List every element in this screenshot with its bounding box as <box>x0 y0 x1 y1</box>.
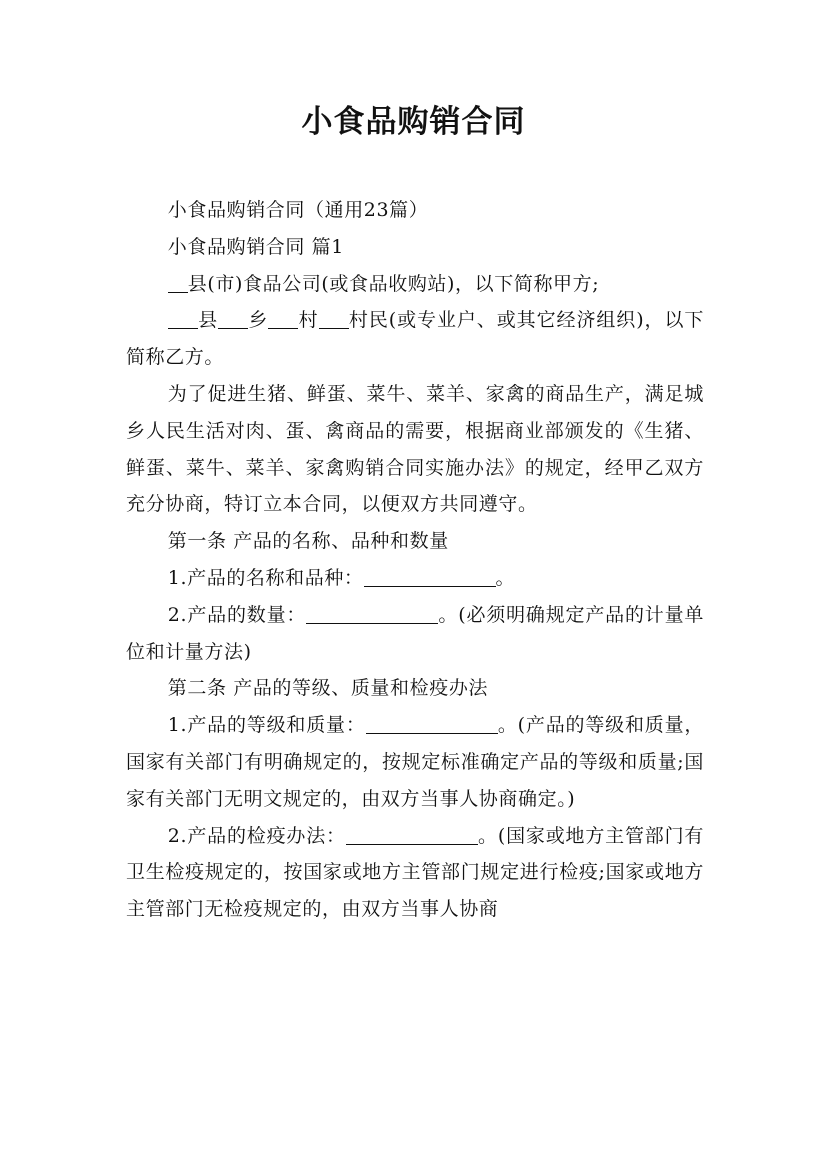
paragraph-party-b <box>126 302 704 376</box>
fill-blank <box>168 309 198 329</box>
paragraph-product-quarantine <box>126 818 704 928</box>
product-quantity-note: 。(必须明确规定产品的计量单位和计量方法) <box>126 603 704 663</box>
paragraph-section-heading: 小食品购销合同 篇1 <box>167 235 344 258</box>
paragraph-product-grade <box>126 707 704 817</box>
paragraph-product-quantity <box>126 597 704 671</box>
document-title: 小食品购销合同 <box>301 104 526 140</box>
fill-blank <box>319 309 349 329</box>
paragraph-preamble: 为了促进生猪、鲜蛋、菜牛、菜羊、家禽的商品生产，满足城乡人民生活对肉、蛋、禽商品的需要，根据商业部颁发的《生猪、鲜蛋、菜牛、菜羊、家禽购销合同实施办法》的规定，经甲乙双方充分协商，特订立本合同，以便双方共同遵守。 <box>126 382 704 516</box>
party-a-text: 县(市)食品公司(或食品收购站)，以下简称甲方; <box>187 272 600 295</box>
fill-blank <box>268 309 298 329</box>
county-label: 县 <box>197 309 219 332</box>
fill-blank <box>364 567 496 587</box>
paragraph-product-name <box>126 560 704 597</box>
product-name-end: 。 <box>495 566 516 589</box>
product-grade-label: 1.产品的等级和质量： <box>167 714 366 737</box>
party-b-text: 村民(或专业户、或其它经济组织)，以下简称乙方。 <box>126 309 705 369</box>
fill-blank <box>346 825 478 845</box>
fill-blank <box>306 604 438 624</box>
fill-blank <box>366 714 498 734</box>
product-name-label: 1.产品的名称和品种： <box>167 566 364 589</box>
paragraph-subtitle: 小食品购销合同（通用23篇） <box>167 199 429 221</box>
fill-blank <box>168 273 188 293</box>
product-quantity-label: 2.产品的数量： <box>167 603 307 626</box>
fill-blank <box>218 309 248 329</box>
product-quarantine-label: 2.产品的检疫办法： <box>167 824 346 847</box>
village-label: 村 <box>298 309 319 332</box>
township-label: 乡 <box>248 309 269 332</box>
paragraph-party-a <box>126 266 704 303</box>
paragraph-article-1: 第一条 产品的名称、品种和数量 <box>167 530 449 553</box>
document-body <box>126 192 704 928</box>
paragraph-article-2: 第二条 产品的等级、质量和检疫办法 <box>167 677 489 700</box>
product-grade-note: 。(产品的等级和质量，国家有关部门有明确规定的，按规定标准确定产品的等级和质量;国家有关部门无明文规定的，由双方当事人协商确定。) <box>126 714 705 810</box>
product-quarantine-note: 。(国家或地方主管部门有卫生检疫规定的，按国家或地方主管部门规定进行检疫;国家或地方主管部门无检疫规定的，由双方当事人协商 <box>126 824 704 921</box>
